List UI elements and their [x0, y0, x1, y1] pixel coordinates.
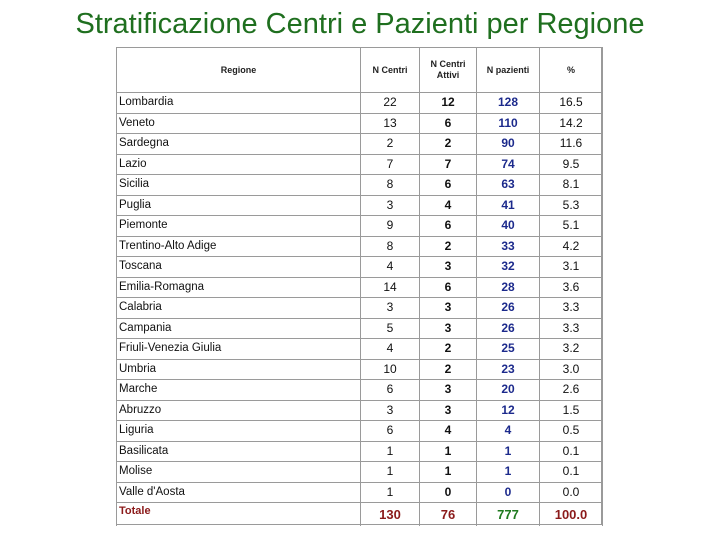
table-row	[117, 421, 603, 442]
cell-n-pazienti: 33	[477, 236, 540, 257]
cell-n-centri-attivi: 12	[420, 93, 477, 114]
cell-regione: Calabria	[117, 298, 361, 319]
table-row	[117, 441, 603, 462]
cell-n-centri: 22	[361, 93, 420, 114]
cell-regione: Molise	[117, 462, 361, 483]
header-perc: %	[540, 48, 603, 93]
cell-n-centri-attivi: 3	[420, 257, 477, 278]
cell-n-pazienti: 90	[477, 134, 540, 155]
cell-n-pazienti: 1	[477, 441, 540, 462]
table-total-row	[117, 503, 603, 527]
table-row	[117, 257, 603, 278]
cell-n-centri: 7	[361, 154, 420, 175]
cell-perc: 3.2	[540, 339, 603, 360]
cell-n-pazienti: 25	[477, 339, 540, 360]
cell-n-centri-attivi: 3	[420, 400, 477, 421]
cell-n-pazienti: 26	[477, 298, 540, 319]
cell-perc: 9.5	[540, 154, 603, 175]
cell-perc: 8.1	[540, 175, 603, 196]
cell-n-centri: 4	[361, 339, 420, 360]
slide-title: Stratificazione Centri e Pazienti per Regione	[75, 8, 645, 40]
cell-perc: 0.1	[540, 441, 603, 462]
cell-n-centri-attivi: 6	[420, 175, 477, 196]
cell-n-centri: 3	[361, 195, 420, 216]
cell-n-pazienti: 128	[477, 93, 540, 114]
cell-n-pazienti: 63	[477, 175, 540, 196]
cell-regione: Friuli-Venezia Giulia	[117, 339, 361, 360]
cell-regione: Marche	[117, 380, 361, 401]
cell-perc: 14.2	[540, 113, 603, 134]
header-regione: Regione	[117, 48, 361, 93]
cell-n-centri-attivi: 1	[420, 462, 477, 483]
cell-n-centri-attivi: 4	[420, 421, 477, 442]
cell-regione: Lazio	[117, 154, 361, 175]
table-row	[117, 216, 603, 237]
cell-n-pazienti: 41	[477, 195, 540, 216]
cell-n-pazienti: 23	[477, 359, 540, 380]
cell-n-centri-attivi: 2	[420, 359, 477, 380]
cell-perc: 0.5	[540, 421, 603, 442]
cell-n-centri: 3	[361, 298, 420, 319]
cell-n-centri: 8	[361, 236, 420, 257]
cell-n-centri-attivi: 0	[420, 482, 477, 503]
table-row	[117, 154, 603, 175]
total-perc: 100.0	[540, 503, 603, 527]
cell-perc: 2.6	[540, 380, 603, 401]
cell-regione: Umbria	[117, 359, 361, 380]
region-table	[116, 47, 603, 526]
region-table-frame	[116, 47, 602, 525]
table-row	[117, 462, 603, 483]
cell-n-centri: 5	[361, 318, 420, 339]
table-row	[117, 93, 603, 114]
cell-n-centri: 4	[361, 257, 420, 278]
cell-n-centri: 6	[361, 380, 420, 401]
cell-n-centri: 1	[361, 482, 420, 503]
cell-perc: 1.5	[540, 400, 603, 421]
cell-n-pazienti: 0	[477, 482, 540, 503]
cell-perc: 4.2	[540, 236, 603, 257]
header-n-pazienti: N pazienti	[477, 48, 540, 93]
table-row	[117, 113, 603, 134]
total-n-pazienti: 777	[477, 503, 540, 527]
cell-n-centri-attivi: 6	[420, 113, 477, 134]
cell-n-pazienti: 4	[477, 421, 540, 442]
cell-regione: Veneto	[117, 113, 361, 134]
table-row	[117, 318, 603, 339]
cell-n-centri-attivi: 4	[420, 195, 477, 216]
total-label: Totale	[117, 503, 361, 527]
cell-n-centri-attivi: 1	[420, 441, 477, 462]
table-row	[117, 380, 603, 401]
cell-n-centri-attivi: 6	[420, 277, 477, 298]
cell-n-pazienti: 1	[477, 462, 540, 483]
cell-perc: 3.3	[540, 318, 603, 339]
cell-regione: Sardegna	[117, 134, 361, 155]
table-row	[117, 236, 603, 257]
table-row	[117, 195, 603, 216]
cell-regione: Sicilia	[117, 175, 361, 196]
cell-n-centri: 14	[361, 277, 420, 298]
cell-n-centri: 1	[361, 441, 420, 462]
cell-perc: 11.6	[540, 134, 603, 155]
cell-perc: 0.1	[540, 462, 603, 483]
cell-n-centri-attivi: 2	[420, 339, 477, 360]
cell-n-centri-attivi: 3	[420, 380, 477, 401]
cell-perc: 5.3	[540, 195, 603, 216]
cell-perc: 3.3	[540, 298, 603, 319]
cell-n-centri: 2	[361, 134, 420, 155]
table-row	[117, 482, 603, 503]
cell-perc: 3.0	[540, 359, 603, 380]
cell-regione: Piemonte	[117, 216, 361, 237]
cell-regione: Trentino-Alto Adige	[117, 236, 361, 257]
cell-regione: Campania	[117, 318, 361, 339]
table-row	[117, 277, 603, 298]
cell-n-pazienti: 40	[477, 216, 540, 237]
cell-perc: 0.0	[540, 482, 603, 503]
cell-perc: 16.5	[540, 93, 603, 114]
cell-regione: Emilia-Romagna	[117, 277, 361, 298]
table-row	[117, 175, 603, 196]
table-header-row	[117, 48, 603, 93]
cell-regione: Basilicata	[117, 441, 361, 462]
cell-n-centri: 13	[361, 113, 420, 134]
cell-n-pazienti: 12	[477, 400, 540, 421]
cell-n-centri-attivi: 3	[420, 298, 477, 319]
table-row	[117, 359, 603, 380]
cell-regione: Toscana	[117, 257, 361, 278]
cell-n-pazienti: 74	[477, 154, 540, 175]
table-row	[117, 298, 603, 319]
cell-n-centri-attivi: 7	[420, 154, 477, 175]
table-body	[117, 93, 603, 527]
cell-n-pazienti: 20	[477, 380, 540, 401]
total-n-centri-attivi: 76	[420, 503, 477, 527]
cell-n-centri-attivi: 6	[420, 216, 477, 237]
cell-n-centri: 6	[361, 421, 420, 442]
cell-n-centri: 1	[361, 462, 420, 483]
cell-n-centri-attivi: 2	[420, 134, 477, 155]
total-n-centri: 130	[361, 503, 420, 527]
cell-n-pazienti: 110	[477, 113, 540, 134]
cell-regione: Abruzzo	[117, 400, 361, 421]
cell-n-centri-attivi: 2	[420, 236, 477, 257]
header-n-centri: N Centri	[361, 48, 420, 93]
cell-n-pazienti: 28	[477, 277, 540, 298]
cell-n-centri-attivi: 3	[420, 318, 477, 339]
table-row	[117, 134, 603, 155]
cell-n-centri: 3	[361, 400, 420, 421]
cell-regione: Liguria	[117, 421, 361, 442]
table-row	[117, 339, 603, 360]
cell-regione: Lombardia	[117, 93, 361, 114]
cell-n-centri: 10	[361, 359, 420, 380]
cell-regione: Valle d'Aosta	[117, 482, 361, 503]
cell-n-centri: 8	[361, 175, 420, 196]
cell-n-pazienti: 26	[477, 318, 540, 339]
cell-perc: 3.1	[540, 257, 603, 278]
cell-n-pazienti: 32	[477, 257, 540, 278]
cell-n-centri: 9	[361, 216, 420, 237]
cell-perc: 3.6	[540, 277, 603, 298]
cell-perc: 5.1	[540, 216, 603, 237]
header-n-centri-attivi: N Centri Attivi	[420, 48, 477, 93]
table-row	[117, 400, 603, 421]
cell-regione: Puglia	[117, 195, 361, 216]
